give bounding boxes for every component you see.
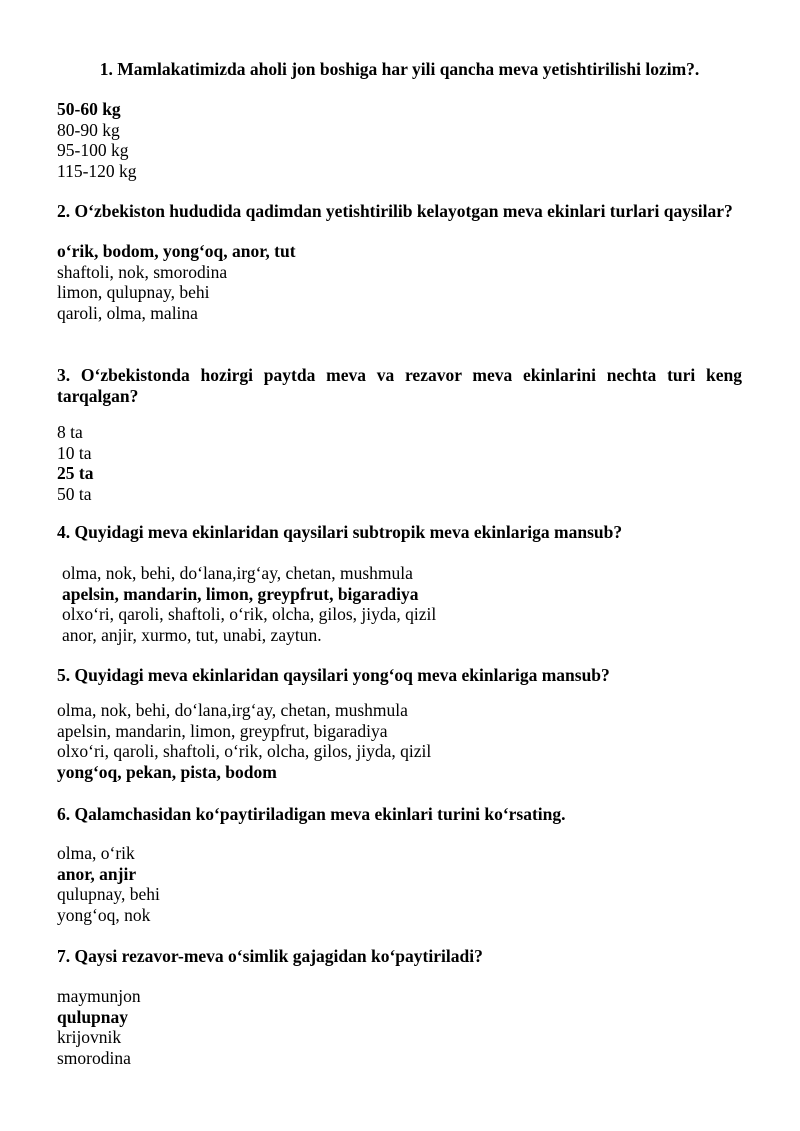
question-text: 3. O‘zbekistonda hozirgi paytda meva va rezavor meva ekinlarini nechta turi keng tarqalgan? xyxy=(57,365,742,406)
answer-options xyxy=(57,843,742,925)
question-text: 1. Mamlakatimizda aholi jon boshiga har yili qancha meva yetishtirilishi lozim?. xyxy=(99,59,700,79)
question-text: 6. Qalamchasidan ko‘paytiriladigan meva ekinlari turini ko‘rsating. xyxy=(57,804,566,824)
answer-option: 95-100 kg xyxy=(57,140,129,160)
question-block-6 xyxy=(57,804,742,925)
answer-option: qulupnay, behi xyxy=(57,884,160,904)
answer-option: 8 ta xyxy=(57,422,83,442)
answer-option: olxo‘ri, qaroli, shaftoli, o‘rik, olcha, gilos, jiyda, qizil xyxy=(57,741,432,761)
question-block-4 xyxy=(57,522,742,645)
question-text: 5. Quyidagi meva ekinlaridan qaysilari yong‘oq meva ekinlariga mansub? xyxy=(57,665,610,685)
answer-option: olma, nok, behi, do‘lana,irg‘ay, chetan, mushmula xyxy=(62,563,413,583)
answer-option-correct: 50-60 kg xyxy=(57,99,121,119)
answer-options xyxy=(57,700,742,782)
answer-options xyxy=(57,422,742,504)
answer-option: smorodina xyxy=(57,1047,131,1068)
answer-option: shaftoli, nok, smorodina xyxy=(57,261,228,282)
answer-option: anor, anjir, xurmo, tut, unabi, zaytun. xyxy=(62,624,322,645)
question-block-1 xyxy=(57,59,742,181)
answer-option: olma, o‘rik xyxy=(57,843,135,863)
answer-options xyxy=(57,99,742,181)
answer-option-correct: apelsin, mandarin, limon, greypfrut, bigaradiya xyxy=(62,583,419,604)
answer-option-correct: o‘rik, bodom, yong‘oq, anor, tut xyxy=(57,241,296,261)
answer-options xyxy=(57,563,742,645)
answer-option: qaroli, olma, malina xyxy=(57,302,198,323)
answer-option: 80-90 kg xyxy=(57,119,120,140)
answer-option: apelsin, mandarin, limon, greypfrut, bigaradiya xyxy=(57,720,388,741)
question-text: 2. O‘zbekiston hududida qadimdan yetishtirilib kelayotgan meva ekinlari turlari qaysilar? xyxy=(57,201,733,221)
question-block-2 xyxy=(57,201,742,323)
answer-option: olxo‘ri, qaroli, shaftoli, o‘rik, olcha, gilos, jiyda, qizil xyxy=(62,604,437,624)
question-block-3 xyxy=(57,365,742,504)
answer-option: maymunjon xyxy=(57,986,141,1006)
answer-option-correct: 25 ta xyxy=(57,463,94,483)
question-text: 7. Qaysi rezavor-meva o‘simlik gajagidan ko‘paytiriladi? xyxy=(57,946,483,966)
answer-options xyxy=(57,241,742,323)
answer-options xyxy=(57,986,742,1068)
question-text: 4. Quyidagi meva ekinlaridan qaysilari subtropik meva ekinlariga mansub? xyxy=(57,522,623,542)
answer-option: 115-120 kg xyxy=(57,160,137,181)
answer-option-correct: yong‘oq, pekan, pista, bodom xyxy=(57,761,277,782)
answer-option: yong‘oq, nok xyxy=(57,904,151,925)
answer-option: limon, qulupnay, behi xyxy=(57,282,210,302)
answer-option: 10 ta xyxy=(57,442,92,463)
answer-option-correct: anor, anjir xyxy=(57,863,137,884)
answer-option: 50 ta xyxy=(57,483,92,504)
answer-option: olma, nok, behi, do‘lana,irg‘ay, chetan, mushmula xyxy=(57,700,408,720)
answer-option: krijovnik xyxy=(57,1027,122,1047)
question-block-7 xyxy=(57,946,742,1068)
question-block-5 xyxy=(57,665,742,782)
answer-option-correct: qulupnay xyxy=(57,1006,129,1027)
